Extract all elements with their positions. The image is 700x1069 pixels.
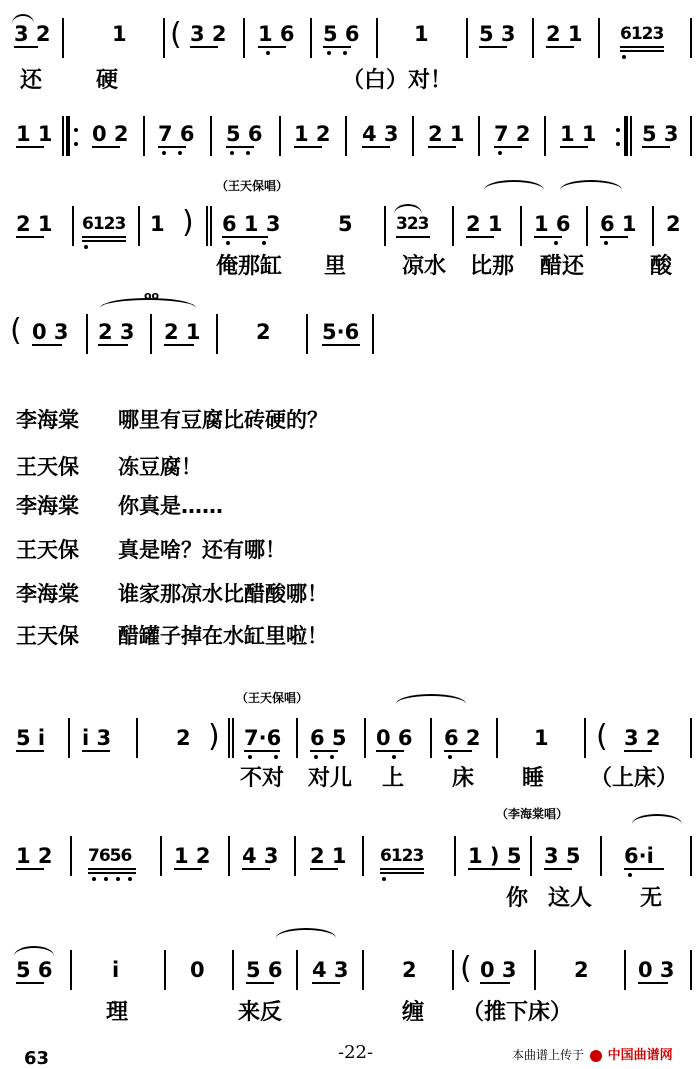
open-paren: ( xyxy=(10,313,22,348)
low-dot xyxy=(248,755,252,759)
note-group: 5 6 xyxy=(16,958,53,982)
low-dot xyxy=(604,241,608,245)
low-dot xyxy=(92,877,96,881)
lyric: 硬 xyxy=(96,68,119,93)
barline xyxy=(68,718,70,758)
note-group: 1 xyxy=(534,726,549,750)
speaker: 王天保 xyxy=(16,538,79,562)
note-group: i 3 xyxy=(82,726,112,750)
barline xyxy=(216,314,218,354)
note-group: 1 6 xyxy=(534,212,571,236)
note-group: 2 1 xyxy=(466,212,503,236)
note-group: 5 3 xyxy=(479,22,516,46)
underline xyxy=(88,868,136,870)
barline xyxy=(228,718,230,758)
barline xyxy=(600,836,602,876)
lyric: 比那 xyxy=(470,254,515,279)
barline xyxy=(306,314,308,354)
underline xyxy=(624,868,664,870)
slur xyxy=(276,928,336,938)
note-group: 6·i xyxy=(624,844,654,868)
lyric: 缠 xyxy=(402,1000,425,1025)
low-dot xyxy=(327,51,331,55)
site-brand[interactable]: 中国曲谱网 xyxy=(607,1048,673,1063)
lyric: 里 xyxy=(324,254,347,279)
underline xyxy=(310,750,338,752)
note-group: 5 3 xyxy=(642,122,679,146)
low-dot xyxy=(382,877,386,881)
note-group: 6123 xyxy=(620,24,664,44)
spoken-line: 冻豆腐！ xyxy=(118,455,202,479)
low-dot xyxy=(162,151,166,155)
low-dot xyxy=(628,873,632,877)
note-group: 2 3 xyxy=(98,320,135,344)
low-dot xyxy=(274,755,278,759)
barline xyxy=(228,836,230,876)
low-dot xyxy=(226,241,230,245)
lyric: 理 xyxy=(106,1000,129,1025)
note-group: 3 5 xyxy=(544,844,581,868)
lyric: 上 xyxy=(382,766,405,791)
barline xyxy=(690,950,692,990)
low-dot xyxy=(84,245,88,249)
lyric: 不对 xyxy=(240,766,285,791)
underline xyxy=(294,146,322,148)
barline xyxy=(210,206,212,246)
underline xyxy=(174,868,202,870)
lyric: （推下床） xyxy=(462,1000,573,1025)
barline xyxy=(478,116,480,156)
barline xyxy=(452,950,454,990)
underline xyxy=(246,982,274,984)
barline xyxy=(210,116,212,156)
low-dot xyxy=(448,755,452,759)
note-group: 1 2 xyxy=(16,844,53,868)
note-group: 3 2 xyxy=(624,726,661,750)
underline xyxy=(190,46,218,48)
note-group: 5 xyxy=(338,212,353,236)
barline xyxy=(412,116,414,156)
low-dot xyxy=(554,241,558,245)
barline xyxy=(70,950,72,990)
barline xyxy=(296,950,298,990)
note-group: 6 2 xyxy=(444,726,481,750)
repeat-dot xyxy=(616,142,620,146)
underline xyxy=(222,236,268,238)
note-group: 1 xyxy=(112,22,127,46)
underline xyxy=(642,146,670,148)
barline xyxy=(164,950,166,990)
close-paren: ) xyxy=(182,205,194,240)
barline xyxy=(520,206,522,246)
note-group: 6123 xyxy=(380,846,424,866)
underline xyxy=(494,146,522,148)
slur xyxy=(394,204,422,214)
barline xyxy=(364,718,366,758)
barline xyxy=(430,718,432,758)
barline xyxy=(138,206,140,246)
note-group: 2 xyxy=(402,958,417,982)
slur xyxy=(14,946,54,956)
underline xyxy=(244,750,280,752)
underline xyxy=(82,236,126,238)
underline xyxy=(620,46,664,48)
lyric: 俺那缸 xyxy=(216,254,283,279)
note-group: 2 xyxy=(666,212,681,236)
speaker: 李海棠 xyxy=(16,408,79,432)
note-group: 1 ) 5 xyxy=(468,844,522,868)
low-dot xyxy=(392,755,396,759)
note-group: 4 3 xyxy=(242,844,279,868)
repeat-barline xyxy=(66,116,70,156)
barline xyxy=(72,206,74,246)
underline xyxy=(310,868,338,870)
low-dot xyxy=(178,151,182,155)
barline xyxy=(630,116,632,156)
barline xyxy=(62,116,64,156)
dialogue-line xyxy=(16,496,79,517)
barline xyxy=(496,718,498,758)
note-group: i xyxy=(112,958,120,982)
barline xyxy=(384,206,386,246)
underline xyxy=(16,982,44,984)
note-group: 7·6 xyxy=(244,726,282,750)
note-group: 0 3 xyxy=(480,958,517,982)
note-group: 6 1 xyxy=(600,212,637,236)
underline xyxy=(16,236,44,238)
underline xyxy=(164,344,194,346)
barline xyxy=(376,18,378,58)
underline xyxy=(98,344,128,346)
note-group: 0 6 xyxy=(376,726,413,750)
barline xyxy=(362,950,364,990)
underline xyxy=(226,146,254,148)
low-dot xyxy=(314,755,318,759)
underline xyxy=(479,46,507,48)
note-group: 0 2 xyxy=(92,122,129,146)
low-dot xyxy=(498,151,502,155)
note-group: 0 xyxy=(190,958,205,982)
barline xyxy=(690,116,692,156)
underline xyxy=(444,750,472,752)
note-group: 6 1 3 xyxy=(222,212,281,236)
underline xyxy=(624,750,652,752)
underline xyxy=(16,868,44,870)
dialogue-line xyxy=(16,584,79,605)
spoken-line: 醋罐子掉在水缸里啦！ xyxy=(118,624,328,648)
repeat-dot xyxy=(74,142,78,146)
note-group: 1 6 xyxy=(258,22,295,46)
barline xyxy=(372,314,374,354)
barline xyxy=(243,18,245,58)
low-dot xyxy=(266,51,270,55)
speaker: 李海棠 xyxy=(16,494,79,518)
low-dot xyxy=(330,755,334,759)
underline xyxy=(560,146,588,148)
dialogue-line xyxy=(16,457,79,478)
underline xyxy=(92,146,120,148)
barline xyxy=(70,836,72,876)
note-group: 5 6 xyxy=(246,958,283,982)
underline xyxy=(362,146,390,148)
note-group: 1 1 xyxy=(560,122,597,146)
underline xyxy=(312,982,340,984)
slur xyxy=(632,814,682,824)
note-group: 1 2 xyxy=(294,122,331,146)
underline xyxy=(14,46,38,48)
lyric: 醋还 xyxy=(540,254,585,279)
barline xyxy=(544,116,546,156)
barline xyxy=(652,206,654,246)
barline xyxy=(362,836,364,876)
underline xyxy=(376,750,404,752)
repeat-dot xyxy=(616,128,620,132)
open-paren: ( xyxy=(596,719,608,754)
barline xyxy=(150,314,152,354)
speaker: 王天保 xyxy=(16,455,79,479)
underline xyxy=(16,146,44,148)
barline xyxy=(345,116,347,156)
low-dot xyxy=(343,51,347,55)
credit-text: 本曲谱上传于 xyxy=(512,1048,585,1062)
note-group: 5 6 xyxy=(226,122,263,146)
speaker: 王天保 xyxy=(16,624,79,648)
note-group: 2 1 xyxy=(546,22,583,46)
barline xyxy=(586,206,588,246)
note-group: 2 1 xyxy=(16,212,53,236)
spoken-line: 真是啥？还有哪！ xyxy=(118,538,286,562)
note-group: 6123 xyxy=(82,214,126,234)
underline xyxy=(396,236,430,238)
low-dot xyxy=(622,55,626,59)
underline xyxy=(323,46,351,48)
repeat-barline xyxy=(624,116,628,156)
note-group: 5 6 xyxy=(323,22,360,46)
spoken-line: 谁家那凉水比醋酸哪！ xyxy=(118,582,328,606)
note-group: 7656 xyxy=(88,846,132,866)
dialogue-line xyxy=(16,626,79,647)
underline xyxy=(600,236,628,238)
underline xyxy=(620,50,664,52)
underline xyxy=(322,344,360,346)
lyric: 无 xyxy=(640,886,663,911)
barline xyxy=(143,116,145,156)
underline xyxy=(82,750,110,752)
underline xyxy=(466,236,494,238)
barline xyxy=(452,206,454,246)
note-group: 3 2 xyxy=(190,22,227,46)
barline xyxy=(294,836,296,876)
note-group: 2 1 xyxy=(428,122,465,146)
open-paren: ( xyxy=(170,17,182,52)
singer-cue: （李海棠唱） xyxy=(496,807,569,821)
underline xyxy=(534,236,562,238)
note-group: 4 3 xyxy=(312,958,349,982)
note-group: 3 2 xyxy=(14,22,51,46)
page-number: -22- xyxy=(338,1042,374,1063)
barline xyxy=(163,18,165,58)
barline xyxy=(690,836,692,876)
spoken-line: 哪里有豆腐比砖硬的？ xyxy=(118,408,328,432)
barline xyxy=(466,18,468,58)
barline xyxy=(310,18,312,58)
note-group: 6 5 xyxy=(310,726,347,750)
barline xyxy=(690,718,692,758)
note-group: 1 1 xyxy=(16,122,53,146)
underline xyxy=(16,750,44,752)
note-group: 4 3 xyxy=(362,122,399,146)
slur xyxy=(484,180,544,190)
cut-off-notes: 63 xyxy=(24,1048,50,1069)
low-dot xyxy=(246,151,250,155)
lyric: 对儿 xyxy=(308,766,353,791)
upload-credit xyxy=(512,1044,673,1063)
note-group: 2 1 xyxy=(164,320,201,344)
note-group: 1 xyxy=(150,212,165,236)
underline xyxy=(544,868,572,870)
singer-cue: （王天保唱） xyxy=(216,179,289,193)
note-group: 1 xyxy=(414,22,429,46)
lyric: 床 xyxy=(452,766,475,791)
site-logo-icon xyxy=(590,1050,602,1062)
low-dot xyxy=(128,877,132,881)
dialogue-line xyxy=(16,540,79,561)
ornament: oo xyxy=(144,289,160,302)
lyric: 酸 xyxy=(650,254,673,279)
barline xyxy=(624,950,626,990)
underline xyxy=(32,344,62,346)
barline xyxy=(232,718,234,758)
spoken-line: 你真是…… xyxy=(118,494,223,518)
lyric: 睡 xyxy=(522,766,545,791)
underline xyxy=(82,240,126,242)
barline xyxy=(279,116,281,156)
barline xyxy=(296,718,298,758)
lyric: 还 xyxy=(20,68,43,93)
barline xyxy=(530,836,532,876)
underline xyxy=(258,46,286,48)
barline xyxy=(690,18,692,58)
lyric: 来反 xyxy=(238,1000,283,1025)
note-group: 1 2 xyxy=(174,844,211,868)
note-group: 0 3 xyxy=(32,320,69,344)
lyric: （白）对！ xyxy=(342,68,453,93)
underline xyxy=(546,46,574,48)
underline xyxy=(428,146,456,148)
note-group: 323 xyxy=(396,214,429,234)
low-dot xyxy=(116,877,120,881)
lyric: 这人 xyxy=(548,886,593,911)
lyric: 凉水 xyxy=(402,254,447,279)
barline xyxy=(584,718,586,758)
slur xyxy=(560,180,622,190)
close-paren: ) xyxy=(208,719,220,754)
low-dot xyxy=(262,241,266,245)
barline xyxy=(534,950,536,990)
barline xyxy=(454,836,456,876)
barline xyxy=(232,950,234,990)
note-group: 2 xyxy=(256,320,271,344)
low-dot xyxy=(230,151,234,155)
low-dot xyxy=(104,877,108,881)
note-group: 2 xyxy=(574,958,589,982)
barline xyxy=(532,18,534,58)
barline xyxy=(62,18,64,58)
underline xyxy=(158,146,186,148)
note-group: 2 xyxy=(176,726,191,750)
lyric: （上床） xyxy=(590,766,679,791)
underline xyxy=(638,982,668,984)
note-group: 5 i xyxy=(16,726,46,750)
underline xyxy=(380,868,424,870)
barline xyxy=(206,206,208,246)
underline xyxy=(480,982,510,984)
barline xyxy=(598,18,600,58)
underline xyxy=(88,872,136,874)
underline xyxy=(242,868,270,870)
slur xyxy=(396,694,466,704)
speaker: 李海棠 xyxy=(16,582,79,606)
barline xyxy=(160,836,162,876)
note-group: 2 1 xyxy=(310,844,347,868)
note-group: 5·6 xyxy=(322,320,360,344)
repeat-dot xyxy=(74,128,78,132)
underline xyxy=(380,872,424,874)
barline xyxy=(136,718,138,758)
note-group: 7 6 xyxy=(158,122,195,146)
underline xyxy=(468,868,520,870)
barline xyxy=(86,314,88,354)
note-group: 7 2 xyxy=(494,122,531,146)
note-group: 0 3 xyxy=(638,958,675,982)
singer-cue: （王天保唱） xyxy=(236,691,309,705)
open-paren: ( xyxy=(460,951,472,986)
lyric: 你 xyxy=(506,886,529,911)
